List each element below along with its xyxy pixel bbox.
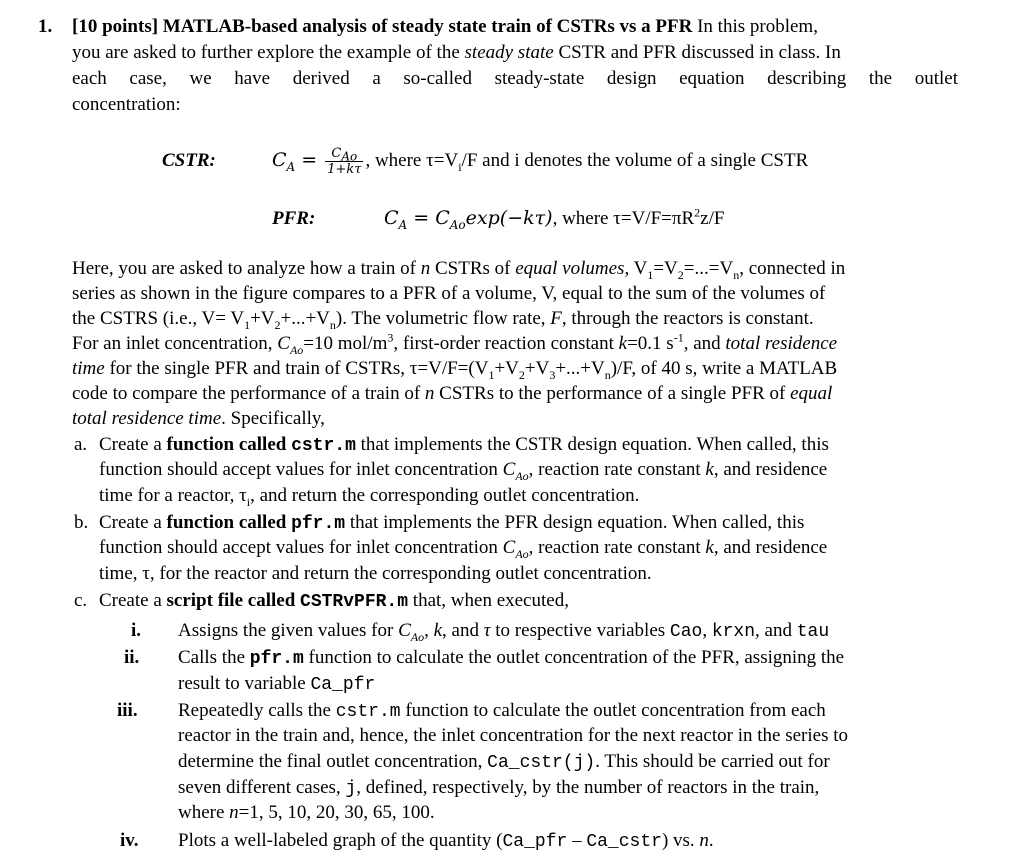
item-b-line-2: function should accept values for inlet concentration $C_{Ao}$, reaction rate constant k, and residence — [99, 537, 828, 561]
item-c-label: c. — [74, 590, 88, 611]
body-line-5: time for the single PFR and train of CSTRs, $\tau=V/F=(V_1+V_2+V_3+...+V_n)/F$, of 40 s, write a MATLAB — [72, 358, 838, 382]
subitem-ii-line-1: Calls the pfr.m function to calculate the outlet concentration of the PFR, assigning the — [178, 647, 845, 669]
intro-line-4: concentration: — [72, 94, 181, 115]
subitem-ii-label: ii. — [124, 647, 140, 668]
item-a-line-2: function should accept values for inlet concentration $C_{Ao}$, reaction rate constant k, and residence — [99, 459, 828, 483]
item-c-line-1: Create a script file called CSTRvPFR.m that, when executed, — [99, 590, 569, 612]
subitem-iii-line-2: reactor in the train and, hence, the inlet concentration for the next reactor in the series to — [178, 725, 848, 746]
problem-title-line: [10 points] MATLAB-based analysis of steady state train of CSTRs vs a PFR In this problem, — [72, 16, 818, 37]
body-line-4: For an inlet concentration, $C_{Ao}=10$ mol/$m^3$, first-order reaction constant k=0.1 $s^{-1}$, and total residence — [72, 330, 838, 357]
subitem-iii-line-5: where n=1, 5, 10, 20, 30, 65, 100. — [178, 802, 435, 823]
subitem-iv-line: Plots a well-labeled graph of the quantity (Ca_pfr – Ca_cstr) vs. n. — [178, 830, 714, 852]
item-b-line-3: time, τ, for the reactor and return the corresponding outlet concentration. — [99, 563, 652, 584]
item-b-line-1: Create a function called pfr.m that implements the PFR design equation. When called, this — [99, 512, 805, 534]
subitem-iv-label: iv. — [120, 830, 139, 851]
body-line-1: Here, you are asked to analyze how a train of n CSTRs of equal volumes, $V_1=V_2=...=V_n$, connected in — [72, 258, 846, 282]
subitem-iii-line-1: Repeatedly calls the cstr.m function to calculate the outlet concentration from each — [178, 700, 826, 722]
subitem-ii-line-2: result to variable Ca_pfr — [178, 673, 376, 695]
body-line-6: code to compare the performance of a train of n CSTRs to the performance of a single PFR of equal — [72, 383, 833, 404]
subitem-i-line: Assigns the given values for $C_{Ao}$, k, and τ to respective variables Cao, krxn, and tau — [178, 620, 830, 644]
subitem-iii-line-3: determine the final outlet concentration, Ca_cstr(j). This should be carried out for — [178, 751, 830, 773]
body-line-7: total residence time. Specifically, — [72, 408, 325, 429]
intro-line-3: each case, we have derived a so-called steady-state design equation describing the outlet — [72, 68, 958, 89]
item-a-line-1: Create a function called cstr.m that implements the CSTR design equation. When called, this — [99, 434, 829, 456]
subitem-i-label: i. — [131, 620, 142, 641]
cstr-equation: $C_A$ = $\frac{C_{Ao}}{1+k\tau}$ , where $\tau=V_i/F$ and i denotes the volume of a single CSTR — [272, 146, 809, 178]
item-b-label: b. — [74, 512, 89, 533]
body-line-2: series as shown in the figure compares to a PFR of a volume, V, equal to the sum of the volumes of — [72, 283, 826, 304]
item-a-label: a. — [74, 434, 88, 455]
problem-number: 1. — [38, 16, 53, 37]
subitem-iii-label: iii. — [117, 700, 138, 721]
item-a-line-3: time for a reactor, $\tau_i$, and return the corresponding outlet concentration. — [99, 485, 640, 509]
cstr-fraction: $\frac{C_{Ao}}{1+k\tau}$ — [327, 146, 362, 178]
problem-title: [10 points] MATLAB-based analysis of steady state train of CSTRs vs a PFR — [72, 16, 693, 37]
subitem-iii-line-4: seven different cases, j, defined, respectively, by the number of reactors in the train, — [178, 777, 820, 799]
pfr-label: PFR: — [272, 208, 316, 229]
cstr-label: CSTR: — [162, 150, 216, 171]
pfr-equation: $C_A = C_{Ao}\exp(-k\tau)$, where $\tau=V/F=\pi R^2z/F$ — [384, 205, 725, 232]
body-line-3: the CSTRS (i.e., $V= V_1+V_2+...+V_n$). The volumetric flow rate, F, through the reactors is constant. — [72, 308, 814, 332]
intro-line-2: you are asked to further explore the example of the steady state CSTR and PFR discussed in class. In — [72, 42, 841, 63]
